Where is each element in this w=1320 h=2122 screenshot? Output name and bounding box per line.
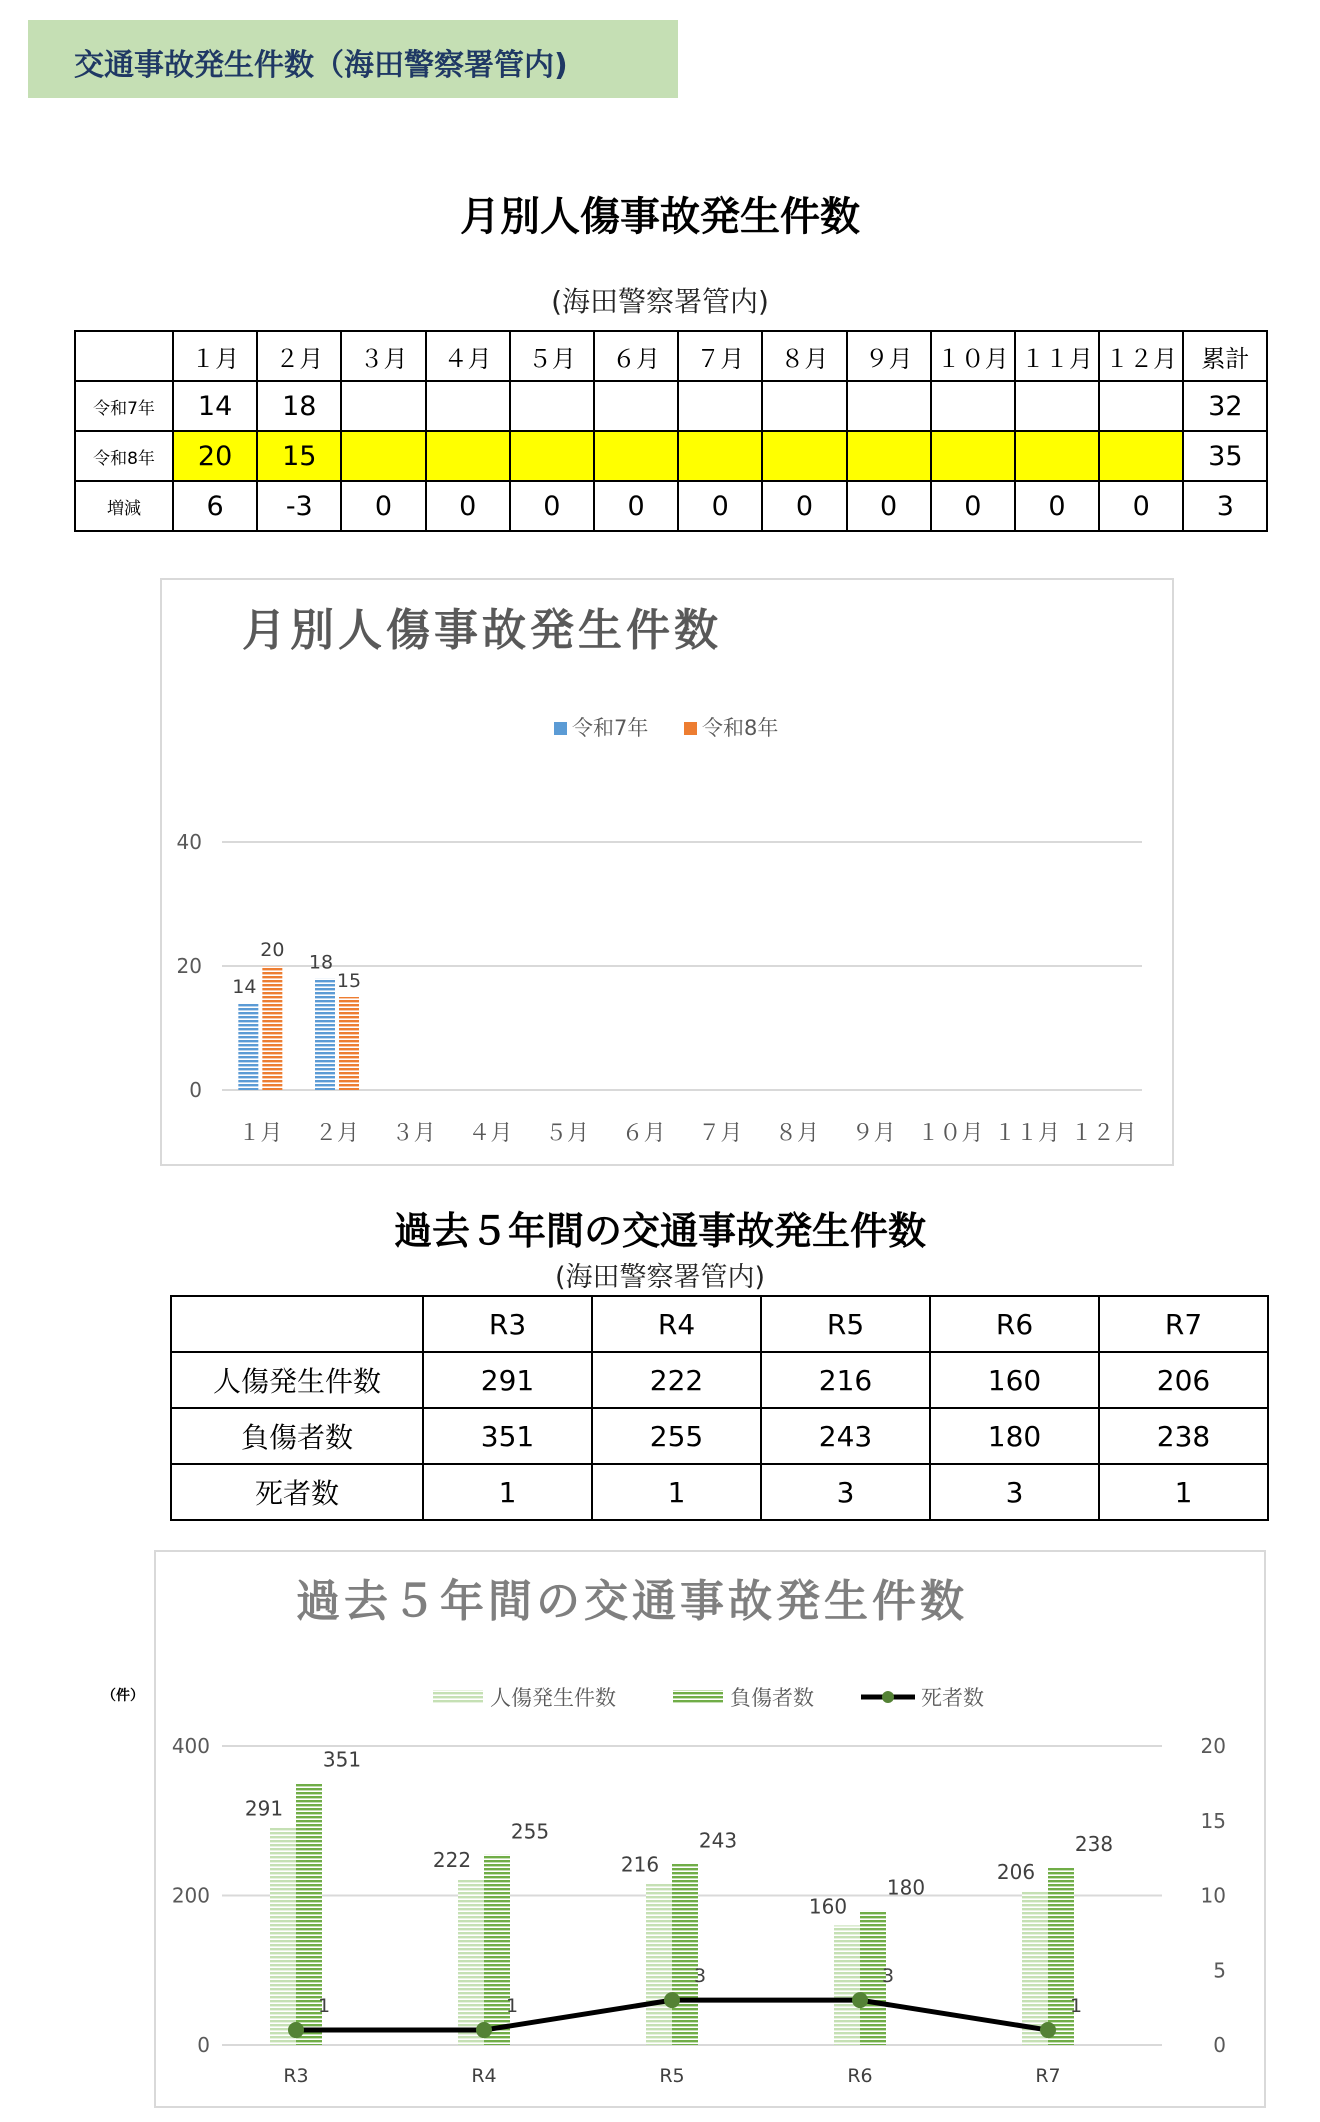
monthly-cell: 32 <box>1183 381 1267 431</box>
monthly-chart-svg <box>162 580 1172 1164</box>
yearly-header-cell: R5 <box>761 1296 930 1352</box>
monthly-table-row <box>75 431 1267 481</box>
chart1-xtick-label: ９月 <box>851 1121 896 1146</box>
yearly-row-label: 死者数 <box>171 1464 423 1520</box>
monthly-cell <box>678 381 762 431</box>
yearly-row-label: 人傷発生件数 <box>171 1352 423 1408</box>
chart2-title: 過去５年間の交通事故発生件数 <box>296 1576 968 1627</box>
chart2-bar <box>646 1884 672 2045</box>
chart1-bar <box>339 997 359 1090</box>
chart2-data-label: 216 <box>620 1852 660 1877</box>
monthly-cell: 0 <box>1015 481 1099 531</box>
yearly-cell: 3 <box>761 1464 930 1520</box>
chart2-y2tick-label: 15 <box>1200 1808 1226 1833</box>
yearly-cell: 1 <box>592 1464 761 1520</box>
chart2-xtick-label: R6 <box>847 2065 873 2087</box>
monthly-header-cell: ２月 <box>257 331 341 381</box>
chart1-xtick-label: １１月 <box>993 1121 1061 1146</box>
chart2-ytick-label: 200 <box>171 1883 210 1908</box>
chart1-legend-swatch <box>554 722 567 735</box>
chart2-y2tick-label: 0 <box>1213 2033 1226 2057</box>
yearly-cell: 206 <box>1099 1352 1268 1408</box>
chart2-bar <box>1022 1891 1048 2045</box>
chart1-data-label: 14 <box>232 976 257 999</box>
chart2-ytick-label: 0 <box>197 2033 210 2057</box>
yearly-header-cell: R3 <box>423 1296 592 1352</box>
chart1-xtick-label: ３月 <box>391 1121 436 1146</box>
chart2-y2tick-label: 10 <box>1200 1883 1226 1908</box>
chart2-data-label: 255 <box>510 1819 550 1844</box>
yearly-section-subtitle: (海田警察署管内) <box>554 1262 766 1293</box>
chart2-ytick-label: 400 <box>171 1734 210 1758</box>
chart2-legend-label: 人傷発生件数 <box>490 1686 616 1710</box>
chart2-ylabel: （件） <box>102 1688 144 1704</box>
yearly-cell: 351 <box>423 1408 592 1464</box>
chart1-xtick-label: ８月 <box>774 1121 820 1146</box>
chart2-data-label: 160 <box>808 1894 848 1919</box>
chart2-bar <box>1048 1867 1074 2045</box>
monthly-header-cell: ９月 <box>847 331 931 381</box>
chart1-xtick-label: １月 <box>238 1121 283 1146</box>
chart2-xtick-label: R3 <box>283 2065 309 2087</box>
header-title: 交通事故発生件数（海田警察署管内) <box>74 48 568 83</box>
chart1-xtick-label: ４月 <box>468 1121 513 1146</box>
yearly-header-cell <box>171 1296 423 1352</box>
monthly-header-cell: ４月 <box>426 331 510 381</box>
monthly-cell: 0 <box>678 481 762 531</box>
monthly-cell <box>1015 431 1099 481</box>
monthly-header-cell: ８月 <box>762 331 846 381</box>
chart1-xtick-label: １２月 <box>1070 1121 1137 1146</box>
monthly-section-subtitle: (海田警察署管内) <box>551 285 769 318</box>
chart2-legend-marker <box>882 1691 894 1703</box>
monthly-cell: 0 <box>341 481 425 531</box>
yearly-cell: 291 <box>423 1352 592 1408</box>
yearly-header-cell: R7 <box>1099 1296 1268 1352</box>
monthly-cell <box>341 431 425 481</box>
chart1-ytick-label: 20 <box>176 954 202 978</box>
monthly-header-cell: ３月 <box>341 331 425 381</box>
monthly-cell <box>1099 431 1183 481</box>
chart2-xtick-label: R5 <box>659 2065 685 2087</box>
monthly-cell: 0 <box>762 481 846 531</box>
monthly-cell: -3 <box>257 481 341 531</box>
chart2-line-point <box>476 2022 492 2038</box>
monthly-cell <box>510 431 594 481</box>
yearly-cell: 1 <box>1099 1464 1268 1520</box>
monthly-header-cell: 累計 <box>1183 331 1267 381</box>
monthly-cell: 35 <box>1183 431 1267 481</box>
monthly-header-row <box>75 331 1267 381</box>
yearly-table-row <box>171 1352 1268 1408</box>
chart2-legend-swatch <box>673 1690 723 1704</box>
chart2-line-label: 1 <box>505 1995 519 2018</box>
yearly-cell: 222 <box>592 1352 761 1408</box>
monthly-cell <box>426 431 510 481</box>
monthly-header-cell: ５月 <box>510 331 594 381</box>
chart2-data-label: 206 <box>996 1860 1036 1885</box>
monthly-cell: 0 <box>931 481 1015 531</box>
chart1-data-label: 15 <box>336 970 362 992</box>
chart2-line-point <box>664 1992 680 2008</box>
monthly-cell <box>762 431 846 481</box>
chart1-ytick-label: 0 <box>189 1078 202 1102</box>
monthly-cell: 0 <box>1099 481 1183 531</box>
chart1-title: 月別人傷事故発生件数 <box>242 605 722 656</box>
yearly-row-label: 負傷者数 <box>171 1408 423 1464</box>
monthly-header-cell: １１月 <box>1015 331 1099 381</box>
chart2-xtick-label: R7 <box>1035 2065 1061 2087</box>
yearly-cell: 243 <box>761 1408 930 1464</box>
chart2-bar <box>270 1827 296 2045</box>
yearly-cell: 238 <box>1099 1408 1268 1464</box>
chart2-data-label: 222 <box>432 1848 472 1873</box>
yearly-section-title: 過去５年間の交通事故発生件数 <box>393 1209 926 1253</box>
monthly-header-cell: １月 <box>173 331 257 381</box>
monthly-cell <box>1099 381 1183 431</box>
header-banner <box>28 20 678 98</box>
yearly-table-row <box>171 1464 1268 1520</box>
monthly-cell: 15 <box>257 431 341 481</box>
monthly-cell: 14 <box>173 381 257 431</box>
chart2-y2tick-label: 20 <box>1200 1734 1226 1758</box>
monthly-cell: 0 <box>847 481 931 531</box>
yearly-cell: 216 <box>761 1352 930 1408</box>
monthly-cell: 0 <box>426 481 510 531</box>
monthly-header-cell <box>75 331 173 381</box>
chart2-line-label: 3 <box>693 1965 707 1988</box>
chart1-xtick-label: １０月 <box>917 1121 984 1146</box>
yearly-cell: 160 <box>930 1352 1099 1408</box>
monthly-cell <box>762 381 846 431</box>
chart2-line-label: 1 <box>317 1995 331 2018</box>
monthly-table <box>74 330 1268 532</box>
monthly-header-cell: ７月 <box>678 331 762 381</box>
monthly-table-row <box>75 481 1267 531</box>
yearly-cell: 180 <box>930 1408 1099 1464</box>
chart2-bar <box>834 1925 860 2045</box>
yearly-table-row <box>171 1408 1268 1464</box>
monthly-cell: 0 <box>510 481 594 531</box>
chart2-bar <box>458 1879 484 2045</box>
monthly-cell <box>931 431 1015 481</box>
yearly-cell: 1 <box>423 1464 592 1520</box>
chart2-line-point <box>288 2022 304 2038</box>
chart2-xtick-label: R4 <box>471 2065 497 2087</box>
chart1-xtick-label: ５月 <box>544 1121 590 1146</box>
chart2-legend-label: 負傷者数 <box>730 1686 814 1710</box>
monthly-header-cell: １２月 <box>1099 331 1183 381</box>
chart1-legend-label: 令和8年 <box>702 716 779 740</box>
chart2-line-label: 3 <box>881 1965 895 1988</box>
monthly-chart <box>160 578 1174 1166</box>
monthly-cell <box>931 381 1015 431</box>
chart1-ytick-label: 40 <box>176 830 202 854</box>
monthly-cell <box>426 381 510 431</box>
chart1-legend-swatch <box>684 722 697 735</box>
monthly-cell: 3 <box>1183 481 1267 531</box>
yearly-header-cell: R6 <box>930 1296 1099 1352</box>
monthly-cell <box>594 431 678 481</box>
monthly-cell <box>678 431 762 481</box>
chart2-data-label: 351 <box>322 1747 362 1772</box>
monthly-cell <box>341 381 425 431</box>
monthly-cell <box>847 431 931 481</box>
chart1-xtick-label: ６月 <box>621 1121 666 1146</box>
chart1-bar <box>238 1003 258 1090</box>
monthly-cell <box>847 381 931 431</box>
chart2-line-label: 1 <box>1069 1995 1083 2018</box>
yearly-cell: 3 <box>930 1464 1099 1520</box>
monthly-header-cell: １０月 <box>931 331 1015 381</box>
chart1-legend-label: 令和7年 <box>572 716 649 740</box>
yearly-header-cell: R4 <box>592 1296 761 1352</box>
chart1-bar <box>315 978 335 1090</box>
monthly-cell: 18 <box>257 381 341 431</box>
monthly-cell: 20 <box>173 431 257 481</box>
chart1-data-label: 18 <box>308 951 334 974</box>
monthly-header-cell: ６月 <box>594 331 678 381</box>
chart2-data-label: 291 <box>244 1796 284 1821</box>
monthly-cell <box>510 381 594 431</box>
chart1-bar <box>262 966 282 1090</box>
yearly-chart-svg <box>102 1552 1264 2106</box>
chart2-bar <box>672 1863 698 2045</box>
chart2-line-point <box>852 1992 868 2008</box>
monthly-row-label: 令和8年 <box>75 431 173 481</box>
yearly-table <box>170 1295 1269 1521</box>
yearly-cell: 255 <box>592 1408 761 1464</box>
monthly-row-label: 増減 <box>75 481 173 531</box>
chart2-legend-swatch <box>433 1690 483 1704</box>
chart2-data-label: 180 <box>886 1875 926 1900</box>
chart2-data-label: 243 <box>698 1828 738 1853</box>
monthly-cell: 0 <box>594 481 678 531</box>
chart2-legend-label: 死者数 <box>921 1686 984 1710</box>
monthly-cell <box>1015 381 1099 431</box>
chart1-xtick-label: ２月 <box>314 1121 360 1146</box>
monthly-cell: 6 <box>173 481 257 531</box>
monthly-row-label: 令和7年 <box>75 381 173 431</box>
chart2-line-point <box>1040 2022 1056 2038</box>
yearly-header-row <box>171 1296 1268 1352</box>
chart2-y2tick-label: 5 <box>1213 1958 1226 1983</box>
monthly-cell <box>594 381 678 431</box>
chart1-xtick-label: ７月 <box>698 1121 743 1146</box>
chart2-data-label: 238 <box>1074 1832 1114 1857</box>
chart1-data-label: 20 <box>260 939 285 961</box>
monthly-table-row <box>75 381 1267 431</box>
yearly-chart <box>102 1550 1266 2108</box>
monthly-section-title: 月別人傷事故発生件数 <box>460 194 860 240</box>
